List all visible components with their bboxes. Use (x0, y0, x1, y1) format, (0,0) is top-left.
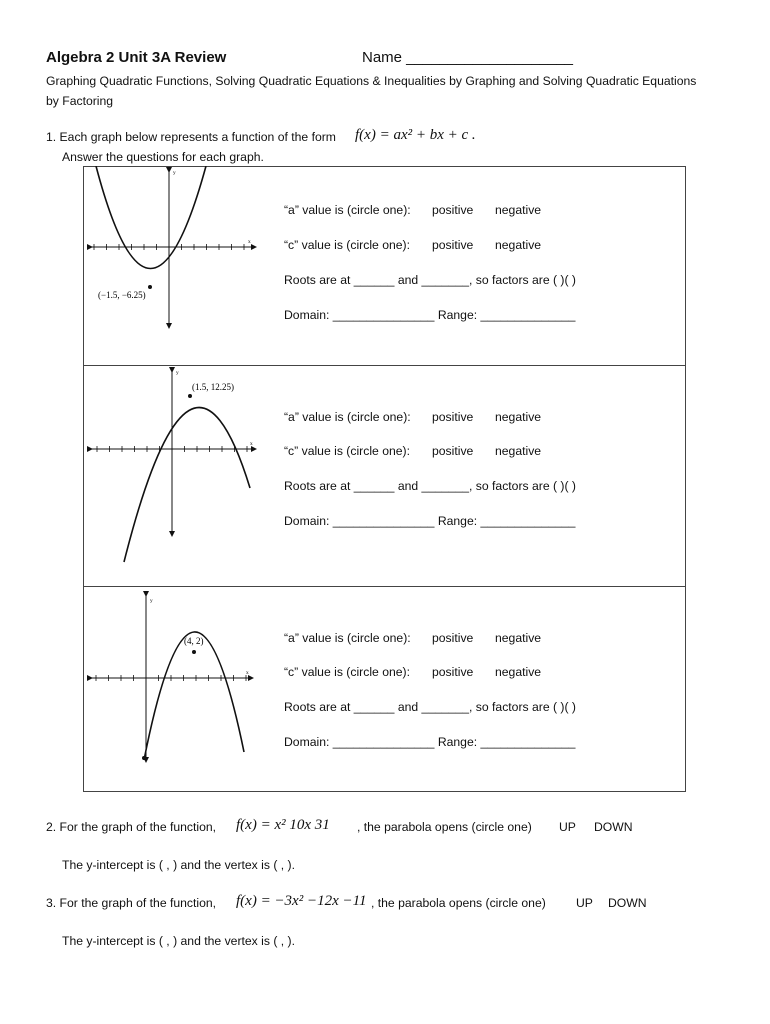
panel1-domain-range[interactable]: Domain: _______________ Range: ______________ (284, 308, 576, 322)
x-axis-label: x (248, 239, 251, 245)
panel1-a-positive[interactable]: positive (432, 203, 474, 217)
panel2-c-prompt: “c” value is (circle one): (284, 444, 410, 458)
q2-prefix: 2. For the graph of the function, (46, 820, 217, 834)
x-axis-label: x (250, 441, 253, 447)
panel1-c-positive[interactable]: positive (432, 238, 474, 252)
panel2-a-positive[interactable]: positive (432, 410, 474, 424)
q3-line2[interactable]: The y-intercept is ( , ) and the vertex is ( , ). (62, 934, 295, 948)
panel3-c-positive[interactable]: positive (432, 665, 474, 679)
q3-down-option[interactable]: DOWN (608, 896, 647, 910)
name-field: Name ____________________ (362, 49, 574, 66)
panel2-roots[interactable]: Roots are at ______ and _______, so factors are ( )( ) (284, 479, 576, 493)
panel1-c-negative[interactable]: negative (495, 238, 542, 252)
graph-2 (86, 366, 276, 586)
q1-formula: f(x) = ax² + bx + c . (355, 127, 476, 143)
y-axis-label: y (176, 370, 179, 376)
q3-prefix: 3. For the graph of the function, (46, 896, 217, 910)
panel1-a-negative[interactable]: negative (495, 203, 542, 217)
panel2-domain-range[interactable]: Domain: _______________ Range: ______________ (284, 514, 576, 528)
vertex-point-3 (192, 650, 196, 654)
worksheet-title: Algebra 2 Unit 3A Review (46, 49, 227, 66)
panel2-a-prompt: “a” value is (circle one): (284, 410, 411, 424)
vertex-label-2: (1.5, 12.25) (192, 382, 234, 392)
q1-intro: 1. Each graph below represents a function of the form (46, 130, 336, 144)
panel2-a-negative[interactable]: negative (495, 410, 542, 424)
panel3-roots[interactable]: Roots are at ______ and _______, so factors are ( )( ) (284, 700, 576, 714)
panel3-c-prompt: “c” value is (circle one): (284, 665, 410, 679)
x-axis-label: x (246, 670, 249, 676)
endpoint-3 (142, 756, 146, 760)
panel3-c-negative[interactable]: negative (495, 665, 542, 679)
panel2-c-negative[interactable]: negative (495, 444, 542, 458)
q1-instruction: Answer the questions for each graph. (62, 150, 264, 164)
y-axis-label: y (150, 598, 153, 604)
panel3-a-prompt: “a” value is (circle one): (284, 631, 411, 645)
graph-3 (86, 588, 276, 786)
vertex-label-3: (4, 2) (184, 636, 204, 646)
panel1-a-prompt: “a” value is (circle one): (284, 203, 411, 217)
q2-suffix: , the parabola opens (circle one) (357, 820, 532, 834)
q2-up-option[interactable]: UP (559, 820, 576, 834)
q3-up-option[interactable]: UP (576, 896, 593, 910)
panel2-c-positive[interactable]: positive (432, 444, 474, 458)
y-axis-label: y (173, 170, 176, 176)
panel1-roots[interactable]: Roots are at ______ and _______, so factors are ( )( ) (284, 273, 576, 287)
q2-down-option[interactable]: DOWN (594, 820, 633, 834)
q2-formula: f(x) = x² 10x 31 (236, 817, 330, 833)
panel1-c-prompt: “c” value is (circle one): (284, 238, 410, 252)
subtitle-line-2: by Factoring (46, 94, 114, 108)
parabola-2 (124, 408, 250, 562)
subtitle-line-1: Graphing Quadratic Functions, Solving Quadratic Equations & Inequalities by Graphing and Solving Quadratic Equations (46, 74, 697, 88)
panel3-domain-range[interactable]: Domain: _______________ Range: ______________ (284, 735, 576, 749)
graph-1 (86, 166, 276, 364)
vertex-point-2 (188, 394, 192, 398)
vertex-point-1 (148, 285, 152, 289)
vertex-label-1: (−1.5, −6.25) (98, 290, 146, 300)
parabola-1 (96, 166, 206, 269)
q2-line2[interactable]: The y-intercept is ( , ) and the vertex is ( , ). (62, 858, 295, 872)
q3-formula: f(x) = −3x² −12x −11 (236, 893, 367, 909)
panel3-a-negative[interactable]: negative (495, 631, 542, 645)
panel3-a-positive[interactable]: positive (432, 631, 474, 645)
q3-suffix: , the parabola opens (circle one) (371, 896, 546, 910)
panel-divider-2 (83, 586, 686, 587)
